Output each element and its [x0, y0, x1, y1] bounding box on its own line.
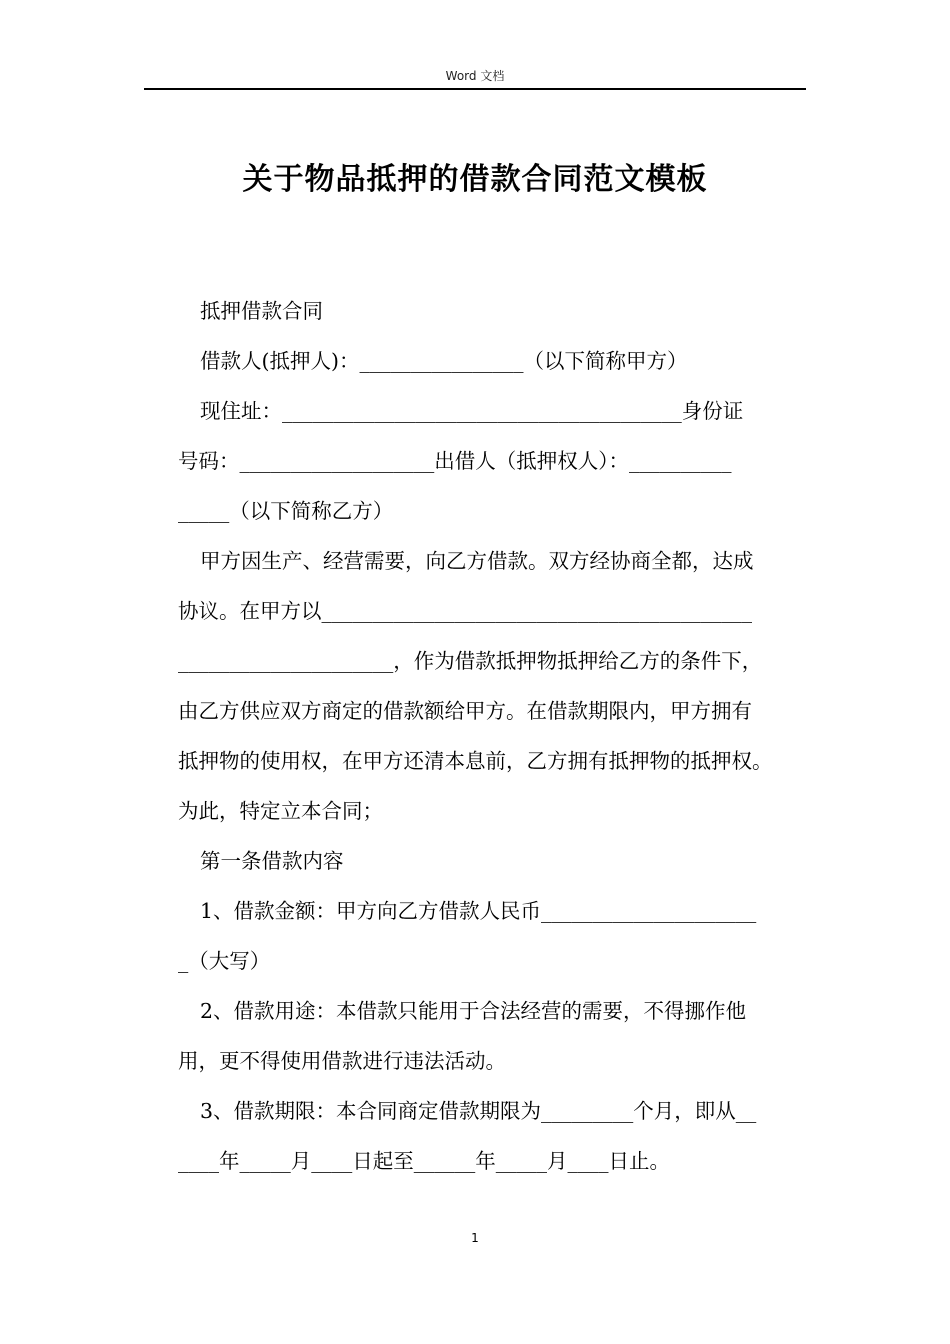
paragraph-line: _____（以下简称乙方）: [178, 499, 394, 523]
document-body: [178, 286, 818, 1186]
section-heading: 第一条借款内容: [200, 849, 344, 873]
paragraph-line: 由乙方供应双方商定的借款额给甲方。在借款期限内，甲方拥有: [178, 699, 752, 723]
paragraph-line: 抵押借款合同: [200, 299, 323, 323]
paragraph-line: 1、借款金额：甲方向乙方借款人民币_____________________: [200, 899, 757, 923]
paragraph-line: 现住址：_______________________________________身份证: [200, 399, 744, 423]
paragraph-line: 甲方因生产、经营需要，向乙方借款。双方经协商全都，达成: [200, 549, 754, 573]
paragraph-line: 协议。在甲方以__________________________________________: [178, 599, 752, 623]
paragraph-line: _（大写）: [178, 949, 271, 973]
paragraph-line: ____年_____月____日起至______年_____月____日止。: [178, 1149, 670, 1173]
paragraph-line: 抵押物的使用权，在甲方还清本息前，乙方拥有抵押物的抵押权。: [178, 749, 773, 773]
paragraph-line: 用，更不得使用借款进行违法活动。: [178, 1049, 506, 1073]
paragraph-line: 2、借款用途：本借款只能用于合法经营的需要，不得挪作他: [200, 999, 747, 1023]
paragraph-line: _____________________，作为借款抵押物抵押给乙方的条件下，: [178, 649, 763, 673]
paragraph-line: 号码：___________________出借人（抵押权人）：__________: [178, 449, 732, 473]
page-header: Word 文档: [144, 66, 806, 90]
paragraph-line: 借款人(抵押人)：________________（以下简称甲方）: [200, 349, 688, 373]
paragraph-line: 为此，特定立本合同；: [178, 799, 383, 823]
paragraph-line: 3、借款期限：本合同商定借款期限为_________个月，即从__: [200, 1099, 757, 1123]
page-number: 1: [471, 1231, 479, 1245]
document-title: 关于物品抵押的借款合同范文模板: [242, 162, 708, 197]
